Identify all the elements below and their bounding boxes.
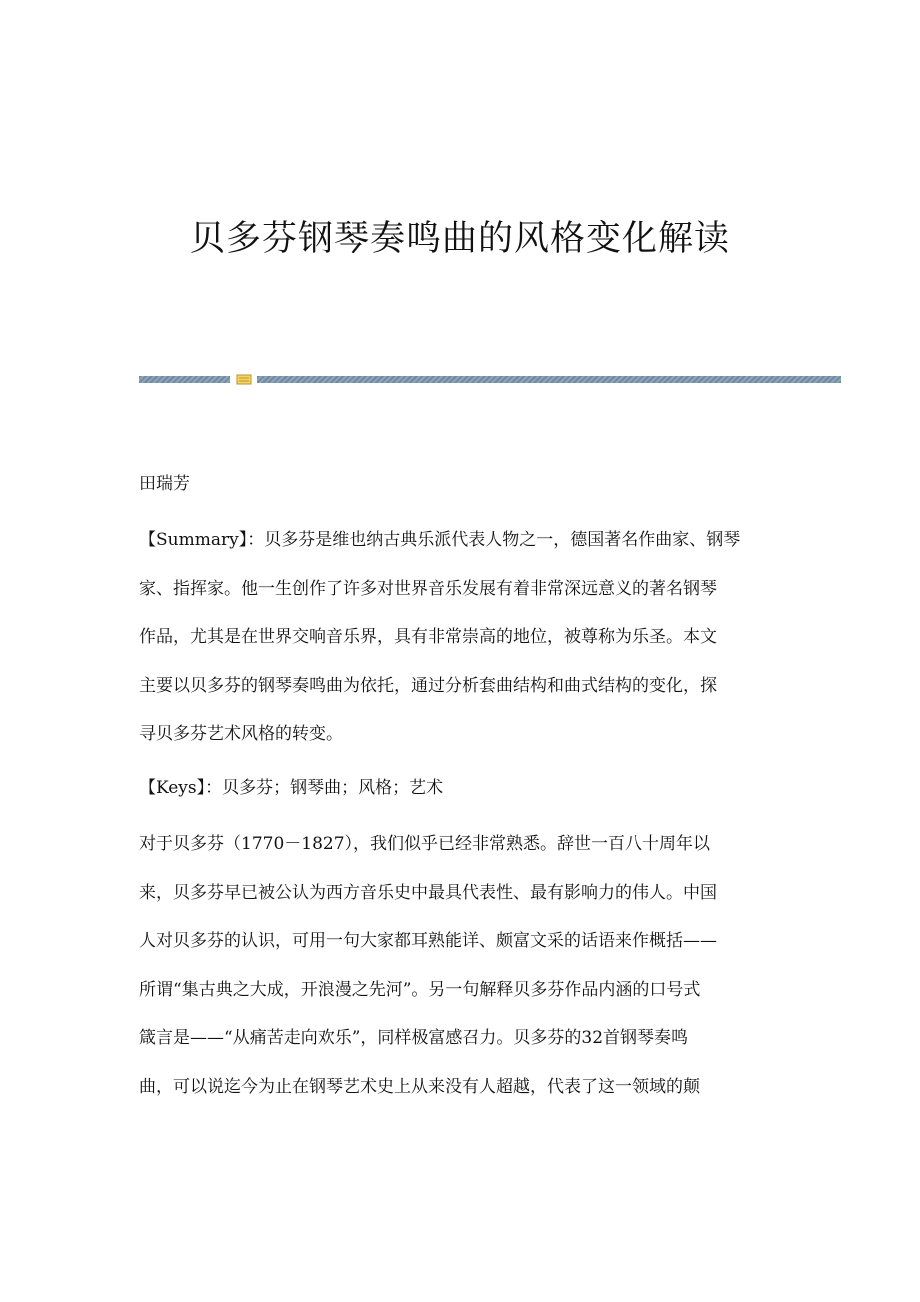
summary-line: 作品，尤其是在世界交响音乐界，具有非常崇高的地位，被尊称为乐圣。本文 — [139, 627, 717, 647]
author-name: 田瑞芳 — [139, 474, 190, 494]
body-line: 对于贝多芬（1770－1827），我们似乎已经非常熟悉。辞世一百八十周年以 — [139, 834, 711, 854]
summary-paragraph — [139, 528, 779, 771]
body-line: 来，贝多芬早已被公认为西方音乐史中最具代表性、最有影响力的伟人。中国 — [139, 882, 717, 903]
divider-bar-right — [257, 376, 841, 383]
body-line: 所谓“集古典之大成，开浪漫之先河”。另一句解释贝多芬作品内涵的口号式 — [139, 979, 701, 1000]
ornament-icon — [236, 374, 252, 385]
document-title: 贝多芬钢琴奏鸣曲的风格变化解读 — [189, 219, 730, 259]
summary-line: 寻贝多芬艺术风格的转变。 — [139, 724, 343, 744]
body-line: 人对贝多芬的认识，可用一句大家都耳熟能详、颇富文采的话语来作概括—— — [139, 931, 717, 951]
body-line: 曲，可以说迄今为止在钢琴艺术史上从来没有人超越，代表了这一领域的颠 — [139, 1076, 700, 1097]
summary-line: 家、指挥家。他一生创作了许多对世界音乐发展有着非常深远意义的著名钢琴 — [139, 578, 717, 599]
title-divider — [139, 374, 841, 386]
divider-bar-left — [139, 376, 230, 383]
keywords-line: 【Keys】：贝多芬；钢琴曲；风格；艺术 — [139, 778, 444, 798]
summary-line: 主要以贝多芬的钢琴奏鸣曲为依托，通过分析套曲结构和曲式结构的变化，探 — [139, 675, 717, 696]
body-line: 箴言是——“从痛苦走向欢乐”，同样极富感召力。贝多芬的32首钢琴奏鸣 — [139, 1028, 689, 1048]
summary-line: 【Summary】：贝多芬是维也纳古典乐派代表人物之一，德国著名作曲家、钢琴 — [139, 530, 741, 550]
body-paragraph — [139, 832, 779, 1123]
